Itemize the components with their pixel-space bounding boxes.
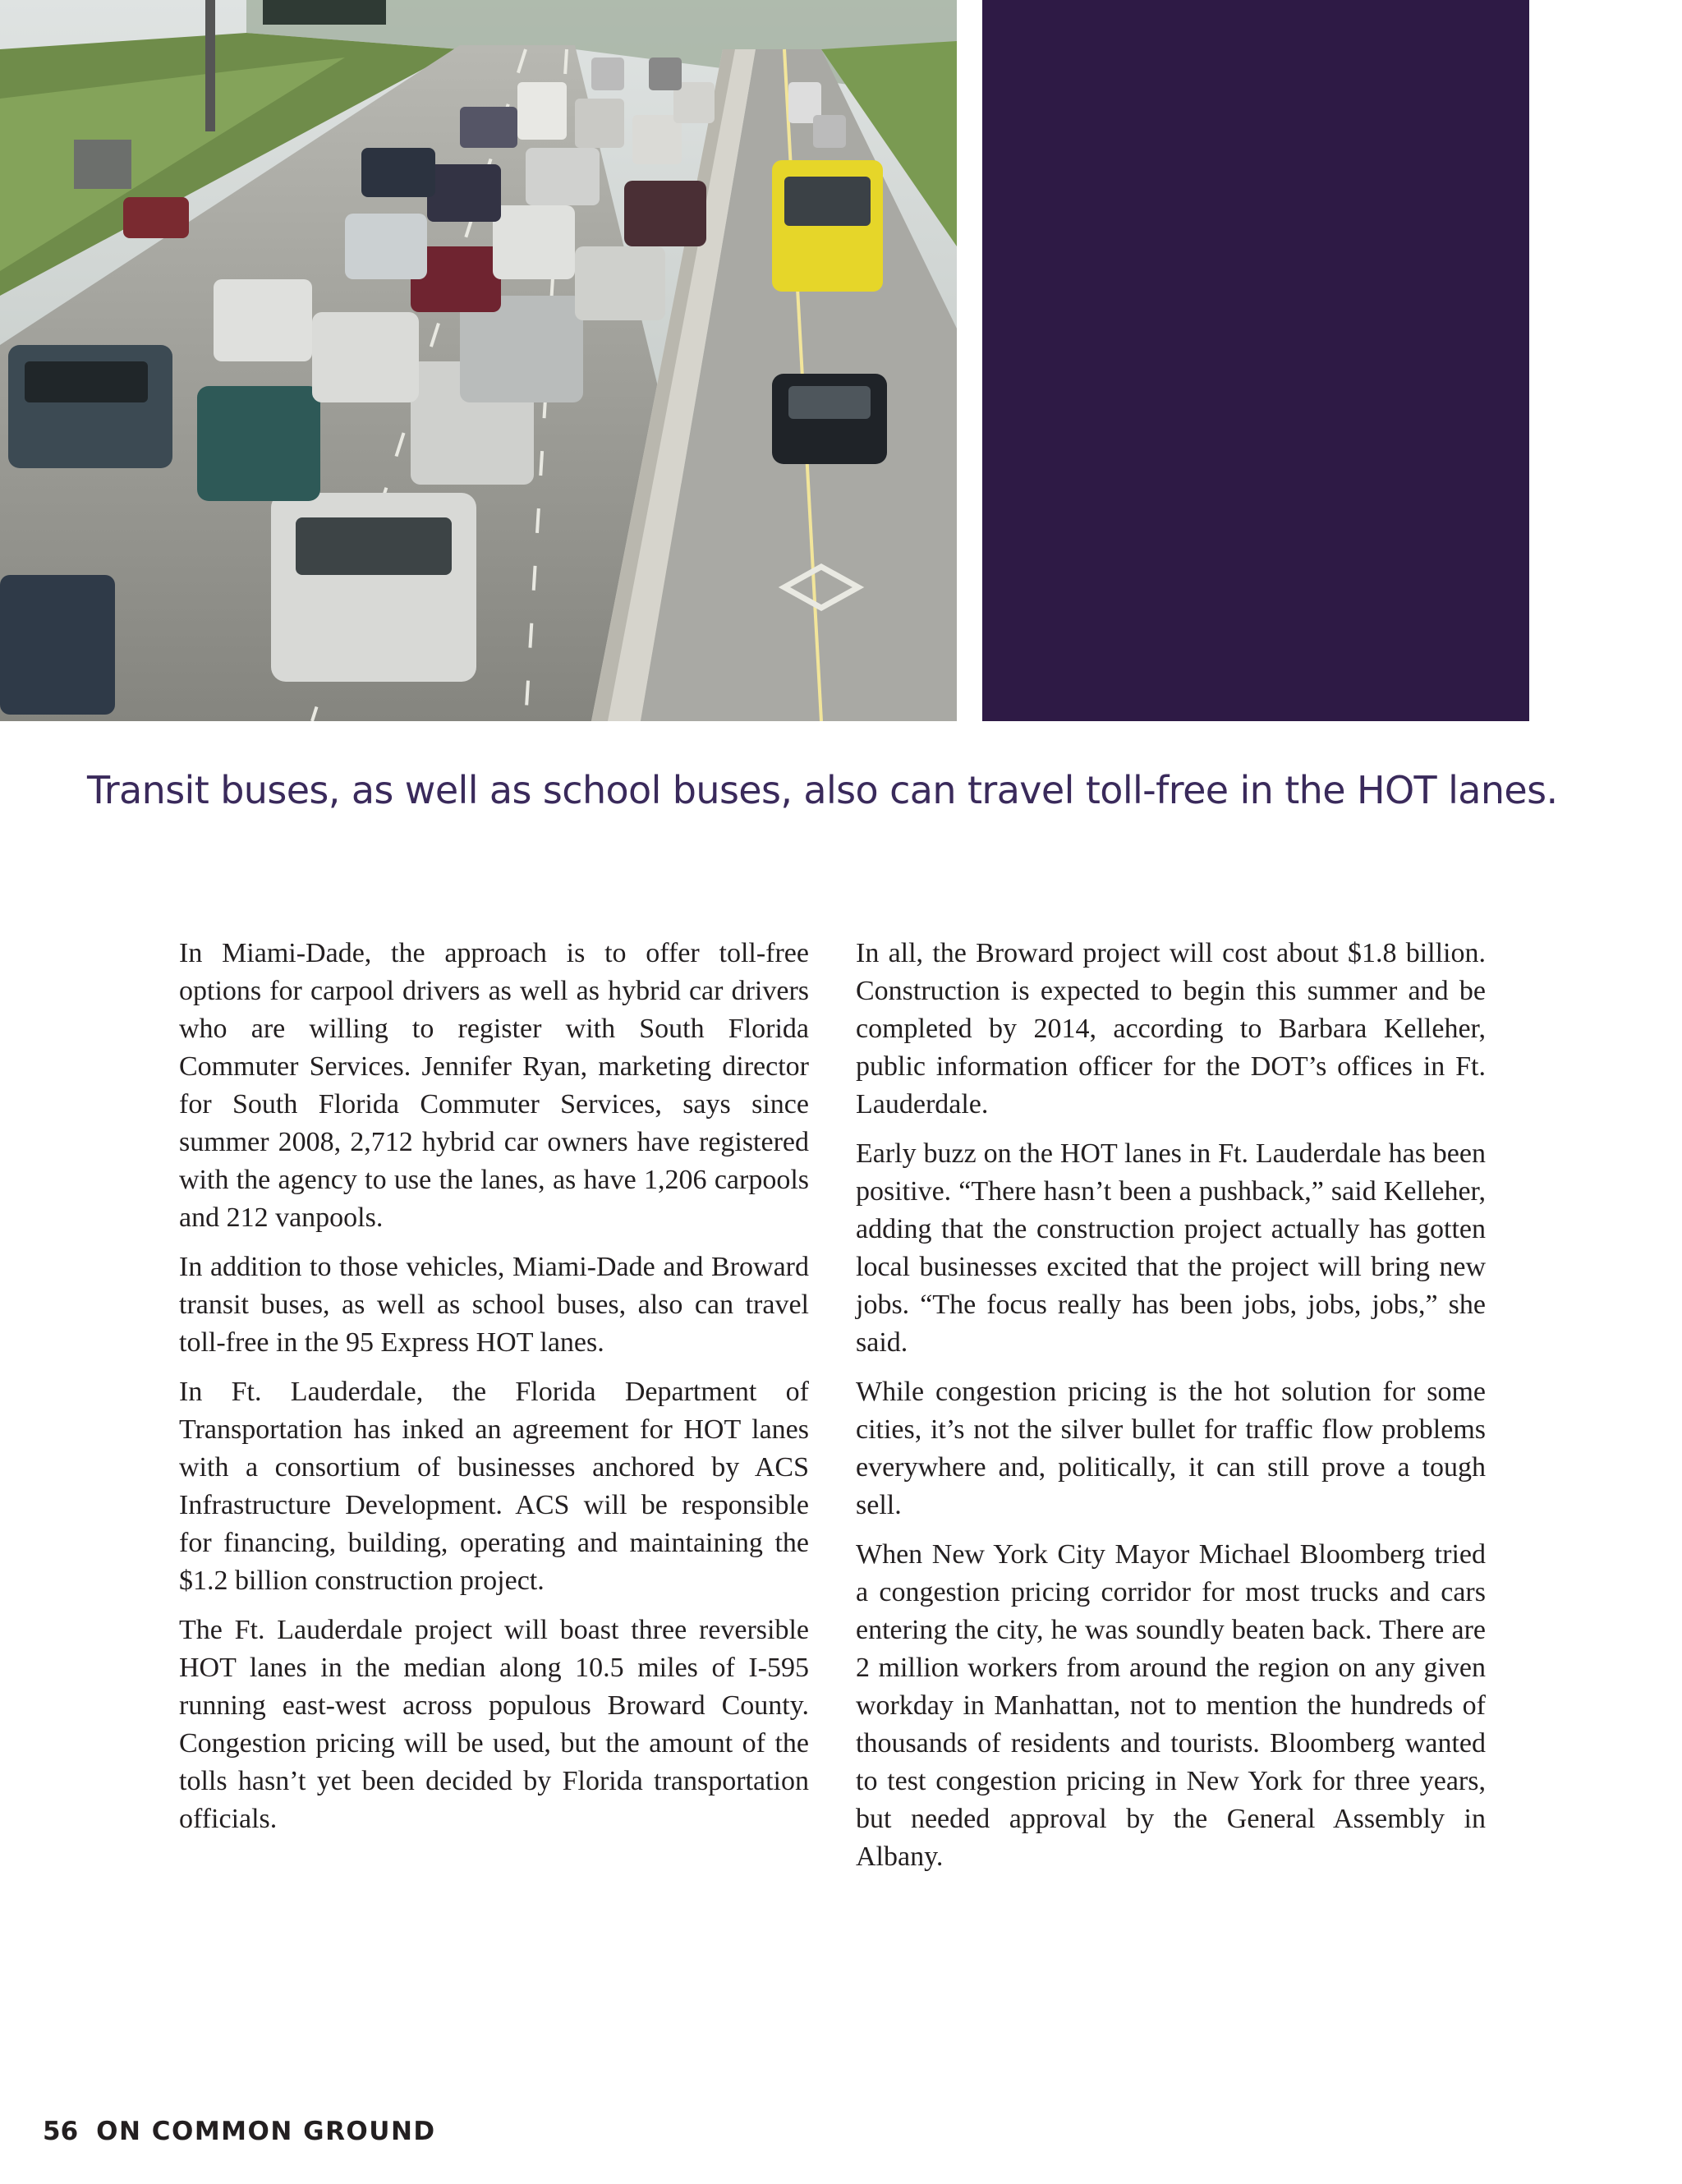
paragraph: In addition to those vehicles, Miami-Dade and Broward transit buses, as well as school buses, also can travel toll-free in the 95 Express HOT lanes. [179, 1252, 809, 1358]
paragraph: In Miami-Dade, the approach is to offer toll-free options for carpool drivers as well as hybrid car drivers who are willing to register with South Florida Commuter Services. Jennifer Ryan, marketing director for South Florida Commuter Services, says since summer 2008, 2,712 hybrid car owners have registered with the agency to use the lanes, as have 1,206 carpools and 212 vanpools. [179, 938, 809, 1233]
paragraph: When New York City Mayor Michael Bloomberg tried a congestion pricing corridor for most trucks and cars entering the city, he was soundly beaten back. There are 2 million workers from around the region on any given workday in Manhattan, not to mention the hundreds of thousands of residents and tourists. Bloomberg wanted to test congestion pricing in New York for three years, but needed approval by the General Assembly in Albany. [856, 1539, 1486, 1872]
publication-title: ON COMMON GROUND [96, 2117, 436, 2146]
page-number: 56 [43, 2117, 79, 2146]
highway-traffic-photo [0, 0, 957, 721]
purple-color-panel [982, 0, 1529, 721]
paragraph: In Ft. Lauderdale, the Florida Department of Transportation has inked an agreement for HOT lanes with a consortium of businesses anchored by ACS Infrastructure Development. ACS will be responsible for financing, building, operating and maintaining the $1.2 billion construction project. [179, 1377, 809, 1596]
page-footer [43, 2117, 436, 2146]
highway-traffic-illustration [0, 0, 957, 721]
paragraph: Early buzz on the HOT lanes in Ft. Lauderdale has been positive. “There hasn’t been a pushback,” said Kelleher, adding that the construction project actually has gotten local businesses excited that the project will bring new jobs. “The focus really has been jobs, jobs, jobs,” she said. [856, 1138, 1486, 1358]
paragraph: In all, the Broward project will cost about $1.8 billion. Construction is expected to begin this summer and be completed by 2014, according to Barbara Kelleher, public information officer for the DOT’s offices in Ft. Lauderdale. [856, 938, 1486, 1120]
photo-caption: Transit buses, as well as school buses, also can travel toll-free in the HOT lanes. [87, 768, 1558, 812]
article-column-left [179, 935, 809, 1850]
article-column-right [856, 935, 1486, 1887]
paragraph: While congestion pricing is the hot solution for some cities, it’s not the silver bullet for traffic flow problems everywhere and, politically, it can still prove a tough sell. [856, 1377, 1486, 1520]
paragraph: The Ft. Lauderdale project will boast three reversible HOT lanes in the median along 10.5 miles of I-595 running east-west across populous Broward County. Congestion pricing will be used, but the amount of the tolls hasn’t yet been decided by Florida transportation officials. [179, 1615, 809, 1834]
